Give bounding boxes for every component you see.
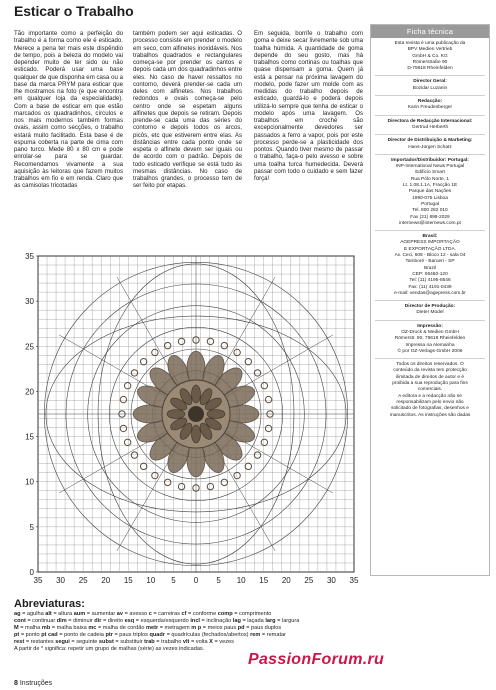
abbreviation-meaning: = quadrículas (fechados/abertos) (165, 632, 251, 638)
y-tick-label: 35 (25, 252, 34, 261)
ficha-line: E EXPORTAÇÃO LTDA. (404, 246, 456, 252)
ficha-line: Parque das Nações (408, 189, 452, 195)
x-tick-label: 35 (349, 576, 359, 584)
ficha-line: Esta revista é uma publicação da (394, 41, 466, 46)
ficha-line: Edificio Smart (415, 170, 445, 176)
abbreviation-term: quadr (149, 632, 166, 638)
abbreviation-meaning: = avesso (123, 611, 149, 617)
abbreviation-term: mc (88, 625, 97, 631)
abbreviation-meaning: = ponto (19, 632, 42, 638)
abbreviation-term: incl (190, 618, 200, 624)
abbreviation-row (14, 625, 366, 632)
ficha-line: OZ-Druck & Medien GmbH (401, 329, 459, 335)
abbreviations-block (14, 598, 366, 653)
text-column-1: Tão importante como a perfeição do trabalho é a forma como ele é esticado. Merece a pena ter mais este dispêndio de tempo, pois a beleza do modelo vai depender muito de ter sido ou não esticado. Poderá usar uma base qualquer de que disponha em casa ou a base da marca PRYM para esticar que lhe mostramos na foto (e que encontra em qualquer loja da especialidade). Com a base de esticar em que estão marcados os quadradinhos, círculos e nos mais modernos também formas ovais, assim como secções, o trabalho estará muito facilitado. Esta base é de espuma coberta na parte de cima com pano turco. Mede 80 x 80 cm e pode enrolar-se para se guardar. Recomendamos vivamente a sua aquisição às leitoras que fazem muitos trabalhos em fio e em renda. Claro que as camisolas tricotadas (14, 30, 123, 190)
ficha-section (375, 231, 485, 301)
abbreviation-meaning: = restantes (24, 639, 56, 645)
abbreviation-term: subst (98, 639, 114, 645)
x-tick-label: 5 (216, 576, 221, 584)
abbreviation-term: av (116, 611, 124, 617)
x-tick-label: 30 (326, 576, 336, 584)
abbreviation-meaning: = altura (51, 611, 74, 617)
ficha-line: CEP: 06460-120 (412, 271, 448, 277)
x-tick-label: 20 (281, 576, 291, 584)
ficha-line: Tel. 800 282 010 (412, 208, 448, 214)
abbreviation-term: ag (14, 611, 21, 617)
abbreviation-row (14, 639, 366, 646)
y-tick-label: 20 (25, 387, 34, 397)
abbreviation-meaning: = inclinação (199, 618, 233, 624)
ficha-section-heading: Brasil: (422, 234, 438, 240)
ficha-line: Brazil (424, 265, 436, 271)
x-tick-label: 25 (304, 576, 314, 584)
abbreviation-term: larg (265, 618, 276, 624)
y-tick-label: 0 (29, 568, 34, 577)
ficha-line: Lt. 1.08.1.1A, Fracção 1E (402, 183, 458, 189)
x-tick-label: 20 (101, 576, 111, 584)
ficha-line: e-mail: vendas@agepress.com.br (394, 290, 466, 296)
ficha-section (375, 38, 485, 76)
y-tick-label: 10 (25, 477, 34, 487)
abbreviation-meaning: = paus duplos (244, 625, 282, 631)
ficha-section (375, 301, 485, 321)
page-title: Esticar o Trabalho (14, 3, 134, 19)
abbreviation-meaning: = conforme (186, 611, 218, 617)
abbreviation-term: cf (181, 611, 187, 617)
abbreviation-meaning: = largura (275, 618, 300, 624)
abbreviation-meaning: = paus triplos (112, 632, 150, 638)
ficha-line: BPV Medien Vertrieb (407, 47, 453, 53)
y-tick-label: 25 (25, 342, 34, 352)
y-tick-label: 30 (25, 297, 34, 307)
ficha-line: Karin Freudenberger (407, 105, 453, 111)
ficha-line: ilimitada de direitos de autor e é (396, 374, 464, 380)
x-tick-label: 15 (259, 576, 269, 584)
text-column-3: Em seguida, borrife o trabalho com goma e deixe secar livremente sob uma toalha húmida. A quantidade de goma depende do seu gosto, mas há trabalhos como cortinas ou toalhas que quase dispensam a goma. Quem já está a pensar na próxima lavagem do modelo, pode fazer um molde com as medidas do trabalho depois de esticado, guardá-lo e poderá depois utilizá-lo sempre que tenha de esticar o modelo após uma lavagem. Os trabalhos em croché são excepcionalmente devedores ser passados a ferro a vapor, pois por este processo perde-se a plasticidade dos pontos. Quando tiver mesmo de passar o trabalho, faça-o pelo avesso e sobre uma toalha turca humedecida. Deverá passar com todo o cuidado e sem fazer força! (254, 30, 363, 182)
page-footer (14, 680, 52, 687)
abbreviation-term: mb (41, 625, 51, 631)
x-tick-label: 35 (33, 576, 43, 584)
abbreviation-meaning: = rematar (260, 632, 286, 638)
abbreviations-heading: Abreviaturas: (14, 598, 85, 610)
abbreviation-meaning: = malha (18, 625, 42, 631)
ficha-section (375, 116, 485, 136)
abbreviation-meaning: = comprimento (232, 611, 272, 617)
ficha-line: Rua Pólo Norte, 1 (410, 176, 450, 182)
abbreviation-meaning: = carreiras (151, 611, 182, 617)
ficha-line: Fax: (11) 4191-0439 (408, 284, 452, 290)
abbreviation-meaning: = meios paus (201, 625, 238, 631)
abbreviation-meaning: = volta (189, 639, 210, 645)
abbreviations-list (14, 611, 366, 646)
ficha-section (375, 76, 485, 96)
x-tick-label: 10 (146, 576, 156, 584)
page-number: 8 (14, 680, 18, 687)
abbreviation-term: comp (217, 611, 233, 617)
abbreviation-row (14, 618, 366, 625)
abbreviation-term: vlt (182, 639, 190, 645)
ficha-section (375, 155, 485, 231)
ficha-line: Portugal (421, 201, 439, 207)
ficha-line: internews@internews.com.pt (399, 220, 461, 226)
doily-center-petal (192, 385, 201, 403)
abbreviation-meaning: = malha de cordão (96, 625, 147, 631)
abbreviation-term: lag (232, 618, 241, 624)
abbreviation-meaning: = laçada (240, 618, 266, 624)
doily-center-petal (207, 410, 225, 419)
doily-center (188, 406, 204, 422)
abbreviation-meaning: = malha baixa (50, 625, 89, 631)
abbreviation-term: X (209, 639, 213, 645)
abbreviation-term: esq (124, 618, 135, 624)
abbreviation-term: pt cad (41, 632, 58, 638)
abbreviation-term: ptr (105, 632, 113, 638)
x-tick-label: 5 (171, 576, 176, 584)
ficha-line: Impressa na Alemanha (405, 342, 455, 348)
ficha-line: D-79618 Rheinfelden (407, 66, 453, 72)
ficha-line: GmbH & Co. KG (412, 53, 448, 59)
ficha-line: proibida a sua reprodução para fins (392, 381, 468, 387)
abbreviation-term: rest (14, 639, 25, 645)
ficha-line: manuscritos. As instruções são dadas (389, 412, 471, 418)
ficha-line: conteúdo da revista tem protecção (393, 368, 467, 374)
abbreviation-term: cont (14, 618, 26, 624)
x-tick-label: 25 (78, 576, 88, 584)
ficha-tecnica-box (370, 24, 490, 576)
ficha-line: Av. Ceci, 608 - Bloco 12 - sala 04 (394, 253, 466, 259)
abbreviation-row (14, 611, 366, 618)
ficha-section-heading: Redacção: (417, 99, 443, 105)
abbreviation-term: M (14, 625, 19, 631)
ficha-section (375, 321, 485, 359)
ficha-line: Tamboré - Barueri - SP (405, 259, 455, 265)
ficha-line: Bozidar Luzanin (412, 85, 448, 91)
ficha-line: Gertrud Herberth (411, 124, 449, 130)
abbreviation-meaning: = seguinte (69, 639, 99, 645)
ficha-line: Dieter Model (416, 310, 444, 316)
ficha-line: solicitado de fotografias, desenhos e (391, 406, 469, 412)
ficha-section-heading: Importador/Distribuidor: Portugal: (391, 157, 469, 163)
abbreviation-meaning: = esquerda/esquerdo (134, 618, 191, 624)
abbreviation-term: rem (250, 632, 261, 638)
abbreviation-meaning: = direito (101, 618, 125, 624)
abbreviation-term: pt (14, 632, 20, 638)
x-tick-label: 0 (193, 576, 199, 584)
abbreviation-meaning: = substituir (113, 639, 145, 645)
abbreviation-meaning: = ponto de cadeia (57, 632, 106, 638)
watermark-text: PassionForum.ru (248, 651, 385, 668)
footer-section: Instruções (19, 680, 53, 687)
ficha-line: Tel: (11) 4195-8546 (409, 278, 451, 284)
y-tick-label: 5 (29, 522, 34, 532)
ficha-line: comerciais. (417, 387, 443, 393)
abbreviations-note: A partir de * significa: repetir um grupo de malhas (série) as vezes indicadas. (14, 646, 205, 652)
abbreviation-term: pd (237, 625, 245, 631)
abbreviation-meaning: = diminuir (66, 618, 95, 624)
x-tick-label: 30 (56, 576, 66, 584)
ficha-line: A editora e a redacção não se (398, 393, 462, 399)
x-tick-label: 15 (123, 576, 133, 584)
ficha-tecnica-body (371, 38, 489, 422)
ficha-line: © por OZ-Verlags-GmbH 2006 (397, 348, 463, 354)
abbreviation-term: dim (56, 618, 67, 624)
abbreviation-row (14, 632, 366, 639)
abbreviation-term: segui (55, 639, 70, 645)
doily-center-petal (167, 410, 185, 419)
doily-center-petal (192, 425, 201, 443)
abbreviation-meaning: = agulha (20, 611, 46, 617)
abbreviation-term: alt (45, 611, 52, 617)
ficha-line: Römerstr. 90, 79618 Rheinfelden (394, 336, 466, 342)
y-tick-label: 15 (25, 432, 34, 442)
ficha-line: INP-International News Portugal (395, 164, 465, 170)
ficha-line: 1990-075 Lisboa (412, 195, 448, 201)
x-tick-label: 10 (236, 576, 246, 584)
ficha-section (375, 359, 485, 422)
text-column-2: também podem ser aqui esticadas. O processo consiste em prender o modelo em seco, com alfinetes inoxidáveis. Nos trabalhos quadrados e rectangulares começa-se por prender os cantos e depois cada um dos quadradinhos entre eles. No caso de haver ressaltos no contorno, deverá prender-se cada um deles com alfinetes. Nos trabalhos redondos e ovais começa-se pelo centro onde se espetam alguns alfinetes que depois se retiram. Depois prende-se cada uma das séries do contorno e depois todos os arcos, picôs, etc que estiverem entre elas. As distâncias entre cada ponto onde se espeta o alfinete devem ser iguais ou de acordo com o padrão. Depois de todo esticado verifique se está tudo às mesmas distâncias. No caso de trabalhos grandes, o processo tem de ser feito por etapas. (133, 30, 242, 190)
abbreviation-meaning: = metragem (158, 625, 192, 631)
ficha-line: responsabilizam pelo envio não (396, 399, 464, 405)
ficha-line: AGEPRESS IMPORTAÇÃO (400, 240, 460, 246)
ficha-line: Hans-Jürgen Schatz (408, 144, 452, 150)
abbreviation-term: m p (191, 625, 202, 631)
abbreviation-meaning: = trabalho (154, 639, 183, 645)
abbreviation-meaning: = aumentar (85, 611, 117, 617)
stretching-pattern-diagram (14, 246, 366, 584)
ficha-line: Römerstraße 90 (412, 59, 448, 65)
ficha-section-heading: Director de Distribuição & Marketing: (387, 138, 473, 144)
ficha-tecnica-header: Ficha técnica (371, 25, 489, 38)
ficha-section-heading: Impressão: (417, 323, 443, 329)
abbreviation-term: trab (144, 639, 155, 645)
ficha-section-heading: Director de Produção: (404, 304, 456, 310)
abbreviation-term: aum (73, 611, 86, 617)
ficha-section-heading: Directora de Redacção Internacional: (387, 118, 473, 124)
abbreviation-term: c (148, 611, 152, 617)
abbreviation-term: metr (146, 625, 159, 631)
ficha-section-heading: Director Geral: (413, 79, 447, 85)
ficha-section (375, 96, 485, 116)
ficha-line: Fax (21) 898-2029 (410, 214, 450, 220)
ficha-section (375, 135, 485, 155)
ficha-line: Todos os direitos reservados. O (396, 362, 464, 368)
abbreviation-meaning: = vezes (212, 639, 234, 645)
abbreviation-meaning: = continuar (25, 618, 57, 624)
abbreviation-term: dir (94, 618, 102, 624)
